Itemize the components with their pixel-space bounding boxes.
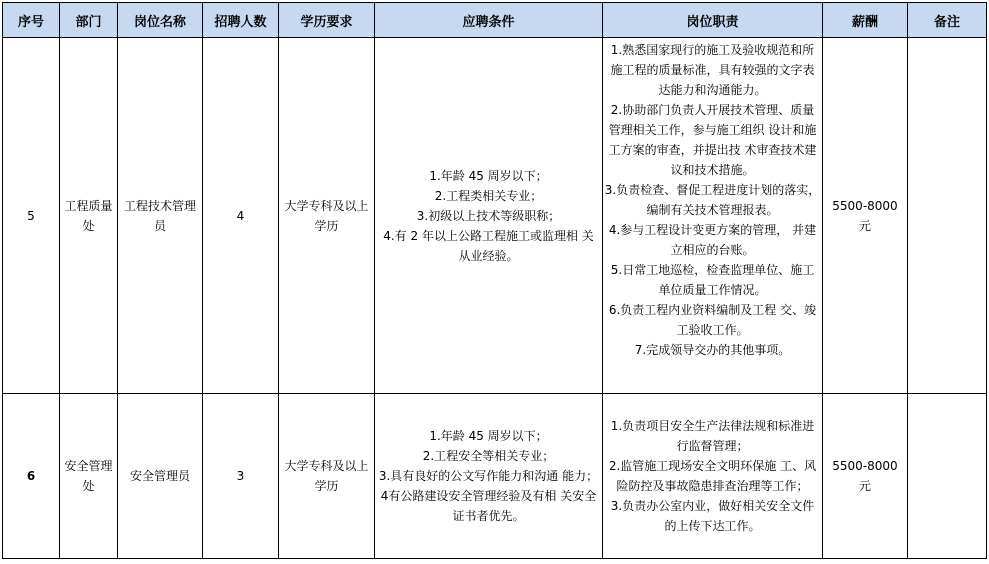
duty-line: 6.负责工程内业资料编制及工程 交、竣 xyxy=(608,303,817,317)
row-remarks xyxy=(908,394,987,559)
education-line: 大学专科及以上 xyxy=(284,198,369,213)
table-row xyxy=(3,394,987,559)
row-requirements xyxy=(375,38,603,394)
recruitment-table xyxy=(2,2,987,559)
requirement-line: 4有公路建设安全管理经验及有相 关安全 xyxy=(380,489,597,503)
requirement-line: 2.工程类相关专业； xyxy=(434,188,543,203)
duty-line: 2.监管施工现场安全文明环保施 工、风 xyxy=(608,459,817,473)
duty-line: 达能力和沟通能力。 xyxy=(658,83,767,97)
row-salary xyxy=(823,394,908,559)
header-requirements: 应聘条件 xyxy=(375,3,603,38)
duty-line: 立相应的台账。 xyxy=(670,243,755,257)
duty-line: 4.参与工程设计变更方案的管理， 并建 xyxy=(608,223,817,237)
requirement-line: 1.年龄 45 周岁以下； xyxy=(429,429,548,443)
header-remarks: 备注 xyxy=(908,3,987,38)
row-position xyxy=(118,38,203,394)
duty-line: 工验收工作。 xyxy=(676,323,749,337)
table-row xyxy=(3,38,987,394)
duty-line: 编制有关技术管理报表。 xyxy=(646,203,779,217)
header-row xyxy=(3,3,987,38)
header-duties: 岗位职责 xyxy=(603,3,823,38)
position-line: 员 xyxy=(153,218,166,233)
salary-line: 元 xyxy=(858,479,871,493)
duty-line: 5.日常工地巡检，检查监理单位、施工 xyxy=(610,263,815,277)
row-requirements xyxy=(375,394,603,559)
duty-line: 3.负责办公室内业，做好相关安全文件 xyxy=(610,499,815,513)
requirement-line: 3.初级以上技术等级职称； xyxy=(416,208,561,223)
duty-line: 议和技术措施。 xyxy=(670,163,755,177)
header-position: 岗位名称 xyxy=(118,3,203,38)
salary-line: 元 xyxy=(858,218,871,233)
row-salary xyxy=(823,38,908,394)
duty-line: 行监督管理； xyxy=(676,439,749,453)
requirement-line: 1.年龄 45 周岁以下； xyxy=(429,168,548,183)
salary-line: 5500-8000 xyxy=(832,459,898,473)
dept-line: 处 xyxy=(82,218,95,233)
duty-line: 施工程的质量标准，具有较强的文字表 xyxy=(610,63,815,77)
dept-line: 处 xyxy=(82,479,95,493)
requirement-line: 从业经验。 xyxy=(458,248,519,263)
duty-line: 1.熟悉国家现行的施工及验收规范和所 xyxy=(610,43,815,57)
education-line: 学历 xyxy=(314,479,339,493)
requirement-line: 证书者优先。 xyxy=(452,509,525,523)
row-education xyxy=(279,38,375,394)
duty-line: 1.负责项目安全生产法律法规和标准进 xyxy=(610,419,815,433)
salary-line: 5500-8000 xyxy=(832,198,898,213)
duty-line: 的上传下达工作。 xyxy=(664,519,761,533)
duty-line: 单位质量工作情况。 xyxy=(658,283,767,297)
duty-line: 7.完成领导交办的其他事项。 xyxy=(634,343,791,357)
row-headcount: 3 xyxy=(203,394,279,559)
duty-line: 2.协助部门负责人开展技术管理、质量 xyxy=(610,103,815,117)
row-headcount: 4 xyxy=(203,38,279,394)
duty-line: 管理相关工作，参与施工组织 设计和施 xyxy=(608,123,817,137)
requirement-line: 3.具有良好的公文写作能力和沟通 能力； xyxy=(378,469,599,483)
row-dept xyxy=(60,38,118,394)
row-remarks xyxy=(908,38,987,394)
header-dept: 部门 xyxy=(60,3,118,38)
header-seq: 序号 xyxy=(3,3,60,38)
duty-line: 工方案的审查，并提出技 术审查技术建 xyxy=(608,143,817,157)
duty-line: 3.负责检查、督促工程进度计划的落实， xyxy=(604,183,821,197)
dept-line: 工程质量 xyxy=(64,198,113,213)
row-duties xyxy=(603,38,823,394)
dept-line: 安全管理 xyxy=(64,459,113,473)
position-line: 工程技术管理 xyxy=(123,198,196,213)
education-line: 学历 xyxy=(314,218,339,233)
row-education xyxy=(279,394,375,559)
row-position: 安全管理员 xyxy=(118,394,203,559)
header-education: 学历要求 xyxy=(279,3,375,38)
row-seq: 6 xyxy=(3,394,60,559)
row-seq: 5 xyxy=(3,38,60,394)
header-headcount: 招聘人数 xyxy=(203,3,279,38)
header-salary: 薪酬 xyxy=(823,3,908,38)
education-line: 大学专科及以上 xyxy=(284,459,369,473)
row-duties xyxy=(603,394,823,559)
duty-line: 险防控及事故隐患排查治理等工作； xyxy=(616,479,809,493)
requirement-line: 2.工程安全等相关专业； xyxy=(422,449,555,463)
requirement-line: 4.有 2 年以上公路工程施工或监理相 关 xyxy=(383,228,594,243)
row-dept xyxy=(60,394,118,559)
